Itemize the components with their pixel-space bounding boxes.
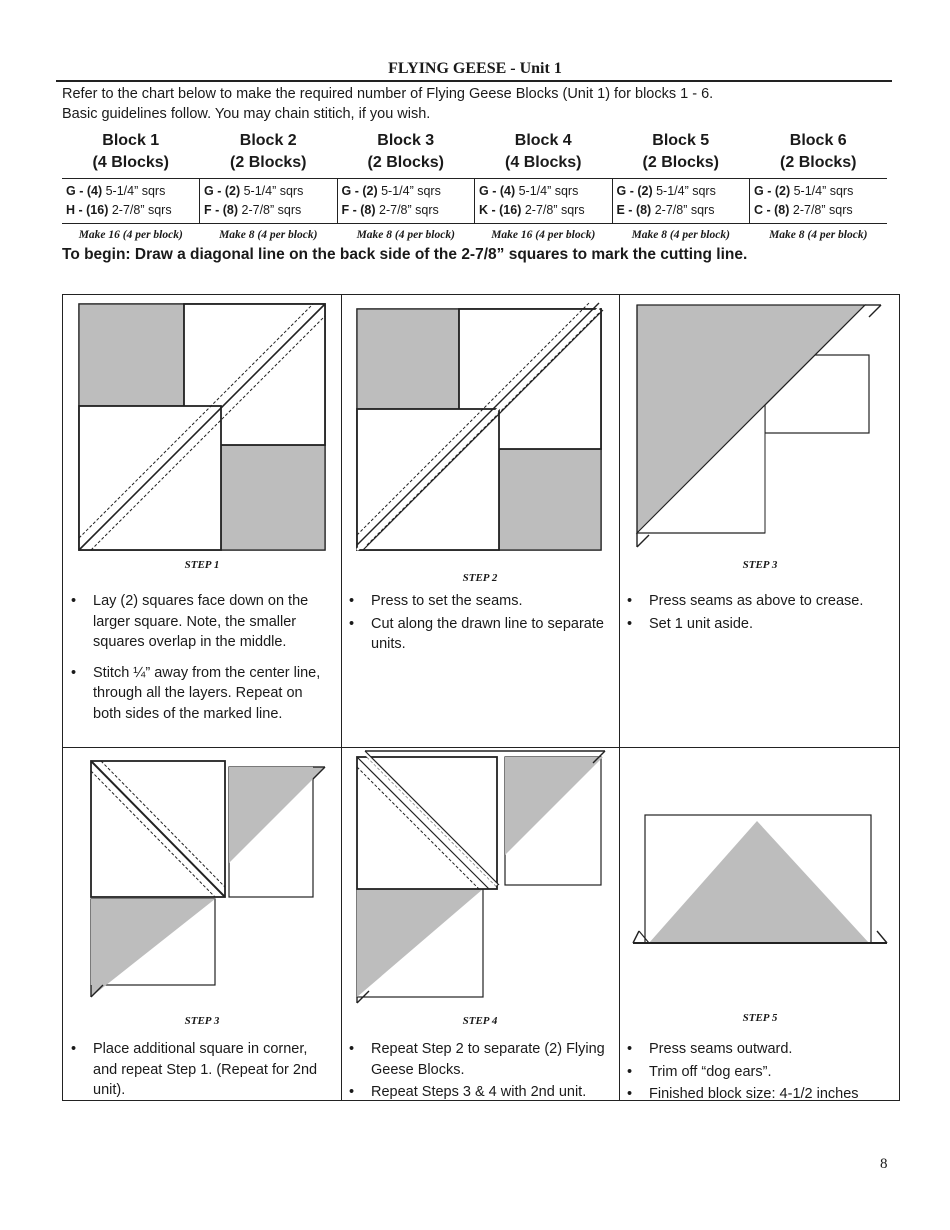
cutting-cell [200, 179, 338, 224]
fabric-code: H - (16) [66, 203, 109, 217]
step-2-diagram [341, 295, 619, 565]
fabric-code: C - (8) [754, 203, 790, 217]
bullet-icon: • [349, 593, 355, 609]
step-panel [63, 747, 341, 1102]
list-item [71, 591, 333, 653]
page-title: FLYING GEESE - Unit 1 [388, 60, 562, 77]
block-count: (2 Blocks) [780, 154, 857, 171]
bullet-icon: • [627, 593, 633, 609]
fabric-code: G - (4) [66, 184, 103, 198]
step-instructions [349, 591, 611, 657]
intro-line-1: Refer to the chart below to make the required number of Flying Geese Blocks (Unit 1) for blocks 1 - 6. [62, 86, 714, 102]
cutting-chart [62, 130, 887, 242]
block-count: (2 Blocks) [642, 154, 719, 171]
block-count: (2 Blocks) [367, 154, 444, 171]
fabric-size: 5-1/4” sqrs [377, 184, 441, 198]
list-item [627, 614, 893, 635]
bullet-icon: • [627, 1086, 633, 1102]
bullet-icon: • [349, 1084, 355, 1100]
make-row [62, 224, 887, 243]
fabric-size: 2-7/8” sqrs [521, 203, 585, 217]
fabric-code: E - (8) [616, 203, 652, 217]
list-item [349, 591, 611, 612]
fabric-size: 5-1/4” sqrs [652, 184, 716, 198]
step-3b-diagram [63, 747, 341, 1009]
cutting-cell [750, 179, 888, 224]
fabric-size: 2-7/8” sqrs [651, 203, 715, 217]
block-header [612, 130, 750, 179]
block-count: (4 Blocks) [92, 154, 169, 171]
fabric-code: F - (8) [341, 203, 376, 217]
make-note: Make 8 (4 per block) [356, 229, 455, 241]
block-name: Block 2 [239, 132, 297, 149]
step-caption: STEP 5 [742, 1012, 778, 1024]
instruction-text: Lay (2) squares face down on the larger square. Note, the smaller squares overlap in the middle. [93, 593, 309, 650]
step-panel [619, 747, 901, 1102]
step-caption: STEP 2 [462, 572, 498, 584]
step-instructions [627, 1039, 893, 1107]
bullet-icon: • [349, 615, 355, 632]
step-1-diagram [63, 295, 341, 560]
step-caption: STEP 3 [184, 1015, 220, 1027]
fabric-size: 2-7/8” sqrs [108, 203, 172, 217]
instruction-text: Repeat Step 2 to separate (2) Flying Geese Blocks. [371, 1041, 605, 1078]
block-name: Block 6 [789, 132, 847, 149]
step-caption: STEP 3 [742, 559, 778, 571]
block-name: Block 4 [514, 132, 572, 149]
block-header [475, 130, 613, 179]
block-header [200, 130, 338, 179]
make-note: Make 8 (4 per block) [219, 229, 318, 241]
step-3-diagram [619, 295, 901, 560]
instruction-text: Press seams as above to crease. [649, 593, 864, 609]
fabric-code: G - (4) [479, 184, 516, 198]
bullet-icon: • [71, 593, 77, 609]
list-item [349, 614, 611, 655]
step-panel [341, 747, 619, 1102]
block-header [62, 130, 200, 179]
list-item [627, 591, 893, 612]
instruction-text: Trim off “dog ears”. [649, 1063, 772, 1080]
fabric-code: K - (16) [479, 203, 522, 217]
make-note: Make 8 (4 per block) [769, 229, 868, 241]
block-name: Block 1 [102, 132, 160, 149]
begin-instruction: To begin: Draw a diagonal line on the back side of the 2-7/8” squares to mark the cutting line. [62, 246, 748, 263]
fabric-size: 5-1/4” sqrs [790, 184, 854, 198]
fabric-code: F - (8) [204, 203, 239, 217]
make-note: Make 16 (4 per block) [491, 229, 596, 241]
steps-grid [62, 294, 900, 1101]
list-item [349, 1039, 611, 1080]
step-instructions [71, 591, 333, 734]
list-item [627, 1084, 893, 1105]
step-instructions [349, 1039, 611, 1105]
bullet-icon: • [627, 615, 633, 632]
block-count: (2 Blocks) [230, 154, 307, 171]
cutting-cell [612, 179, 750, 224]
block-name: Block 5 [652, 132, 710, 149]
bullet-icon: • [627, 1041, 633, 1057]
title-rule [56, 80, 892, 82]
fabric-size: 5-1/4” sqrs [240, 184, 304, 198]
step-panel [63, 295, 341, 747]
list-item [71, 1039, 333, 1101]
cutting-row [62, 179, 887, 224]
cutting-cell [62, 179, 200, 224]
fabric-size: 5-1/4” sqrs [102, 184, 166, 198]
instruction-text: Set 1 unit aside. [649, 615, 753, 632]
step-4-diagram [341, 747, 619, 1009]
fabric-size: 2-7/8” sqrs [375, 203, 439, 217]
step-5-diagram [619, 747, 901, 1009]
fabric-size: 2-7/8” sqrs [789, 203, 853, 217]
make-note: Make 8 (4 per block) [631, 229, 730, 241]
instruction-text: Repeat Steps 3 & 4 with 2nd unit. [371, 1084, 587, 1100]
list-item [627, 1039, 893, 1060]
instruction-text: Stitch ¼” away from the center line, through all the layers. Repeat on both sides of the marked line. [93, 664, 321, 722]
block-header [750, 130, 888, 179]
step-panel [341, 295, 619, 747]
fabric-size: 5-1/4” sqrs [515, 184, 579, 198]
step-instructions [627, 591, 893, 636]
fabric-code: G - (2) [341, 184, 378, 198]
step-instructions [71, 1039, 333, 1103]
fabric-code: G - (2) [204, 184, 241, 198]
make-note: Make 16 (4 per block) [78, 229, 183, 241]
instruction-text: Cut along the drawn line to separate units. [371, 615, 604, 652]
step-caption: STEP 4 [462, 1015, 498, 1027]
cutting-cell [337, 179, 475, 224]
step-panel [619, 295, 901, 747]
block-header-row [62, 130, 887, 179]
instruction-text: Press to set the seams. [371, 593, 523, 609]
bullet-icon: • [71, 664, 77, 681]
bullet-icon: • [627, 1063, 633, 1080]
page-number: 8 [880, 1156, 888, 1172]
bullet-icon: • [71, 1041, 77, 1057]
fabric-code: G - (2) [616, 184, 653, 198]
list-item [627, 1062, 893, 1083]
block-header [337, 130, 475, 179]
instruction-text: Finished block size: 4-1/2 inches [649, 1086, 859, 1102]
instruction-text: Place additional square in corner, and repeat Step 1. (Repeat for 2nd unit). [93, 1041, 318, 1098]
block-name: Block 3 [377, 132, 435, 149]
fabric-code: G - (2) [754, 184, 791, 198]
block-count: (4 Blocks) [505, 154, 582, 171]
instruction-text: Press seams outward. [649, 1041, 793, 1057]
cutting-cell [475, 179, 613, 224]
intro-line-2: Basic guidelines follow. You may chain stitich, if you wish. [62, 106, 431, 122]
list-item [349, 1082, 611, 1103]
bullet-icon: • [349, 1041, 355, 1057]
step-caption: STEP 1 [184, 559, 220, 571]
fabric-size: 2-7/8” sqrs [238, 203, 302, 217]
list-item [71, 663, 333, 725]
